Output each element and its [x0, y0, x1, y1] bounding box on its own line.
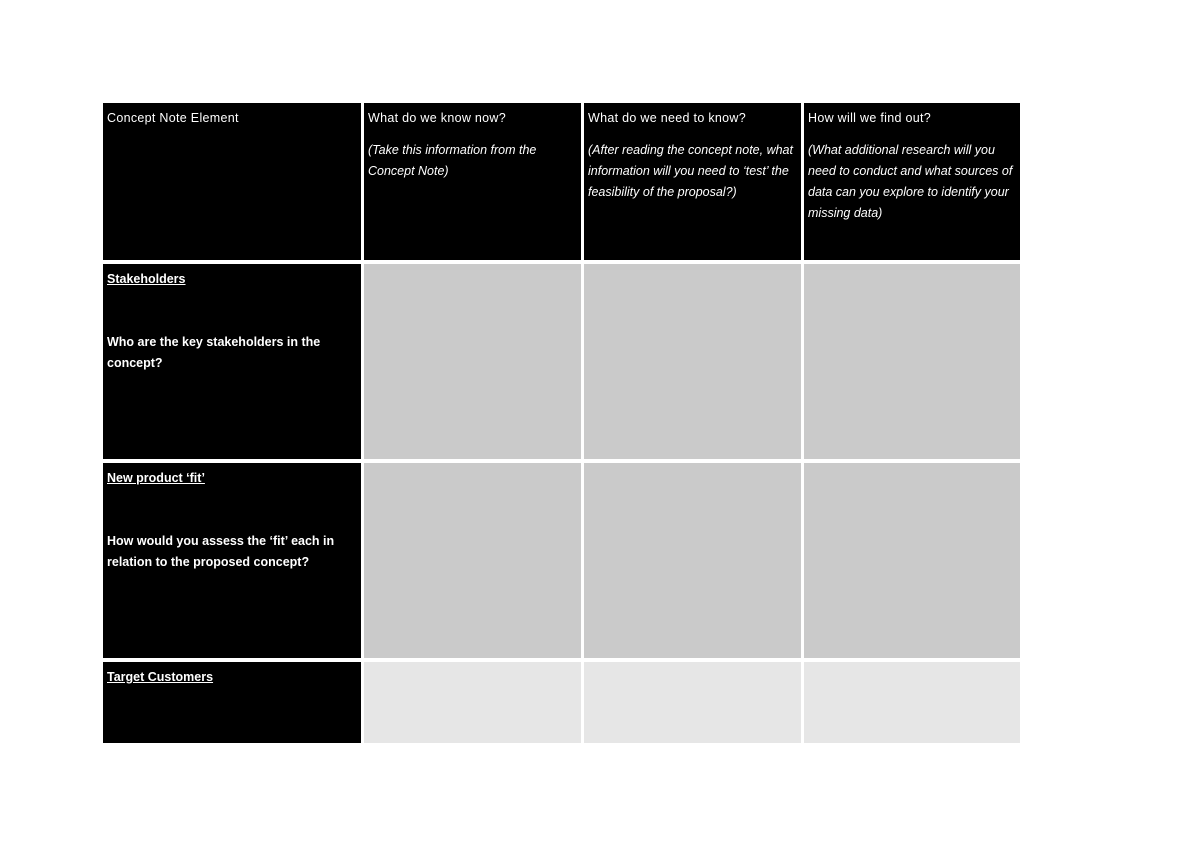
- concept-note-table: [103, 103, 1020, 743]
- answer-cell-need-to-know[interactable]: [584, 662, 801, 743]
- header-title: How will we find out?: [808, 111, 932, 125]
- row-title: New product ‘fit’: [107, 471, 205, 485]
- row-question: How would you assess the ‘fit’ each in relation to the proposed concept?: [107, 534, 335, 569]
- header-subtitle: (After reading the concept note, what information will you need to ‘test’ the feasibility of the proposal?): [588, 143, 793, 199]
- answer-cell-find-out[interactable]: [804, 662, 1020, 743]
- row-label-new-product-fit: [103, 463, 361, 658]
- row-title: Target Customers: [107, 670, 214, 684]
- header-cell-need-to-know: [584, 103, 801, 260]
- answer-cell-need-to-know[interactable]: [584, 264, 801, 459]
- row-title: Stakeholders: [107, 272, 186, 286]
- header-subtitle: (What additional research will you need to conduct and what sources of data can you explore to identify your missing data): [808, 143, 1013, 220]
- header-title: What do we know now?: [368, 111, 507, 125]
- answer-cell-know-now[interactable]: [364, 264, 581, 459]
- answer-cell-know-now[interactable]: [364, 463, 581, 658]
- row-question: Who are the key stakeholders in the concept?: [107, 335, 321, 370]
- header-cell-find-out: [804, 103, 1020, 260]
- header-cell-know-now: [364, 103, 581, 260]
- answer-cell-find-out[interactable]: [804, 264, 1020, 459]
- answer-cell-know-now[interactable]: [364, 662, 581, 743]
- header-cell-element: [103, 103, 361, 260]
- row-label-stakeholders: [103, 264, 361, 459]
- answer-cell-find-out[interactable]: [804, 463, 1020, 658]
- header-title: What do we need to know?: [588, 111, 746, 125]
- row-label-target-customers: [103, 662, 361, 743]
- header-title: Concept Note Element: [107, 111, 239, 125]
- answer-cell-need-to-know[interactable]: [584, 463, 801, 658]
- header-subtitle: (Take this information from the Concept Note): [368, 143, 537, 178]
